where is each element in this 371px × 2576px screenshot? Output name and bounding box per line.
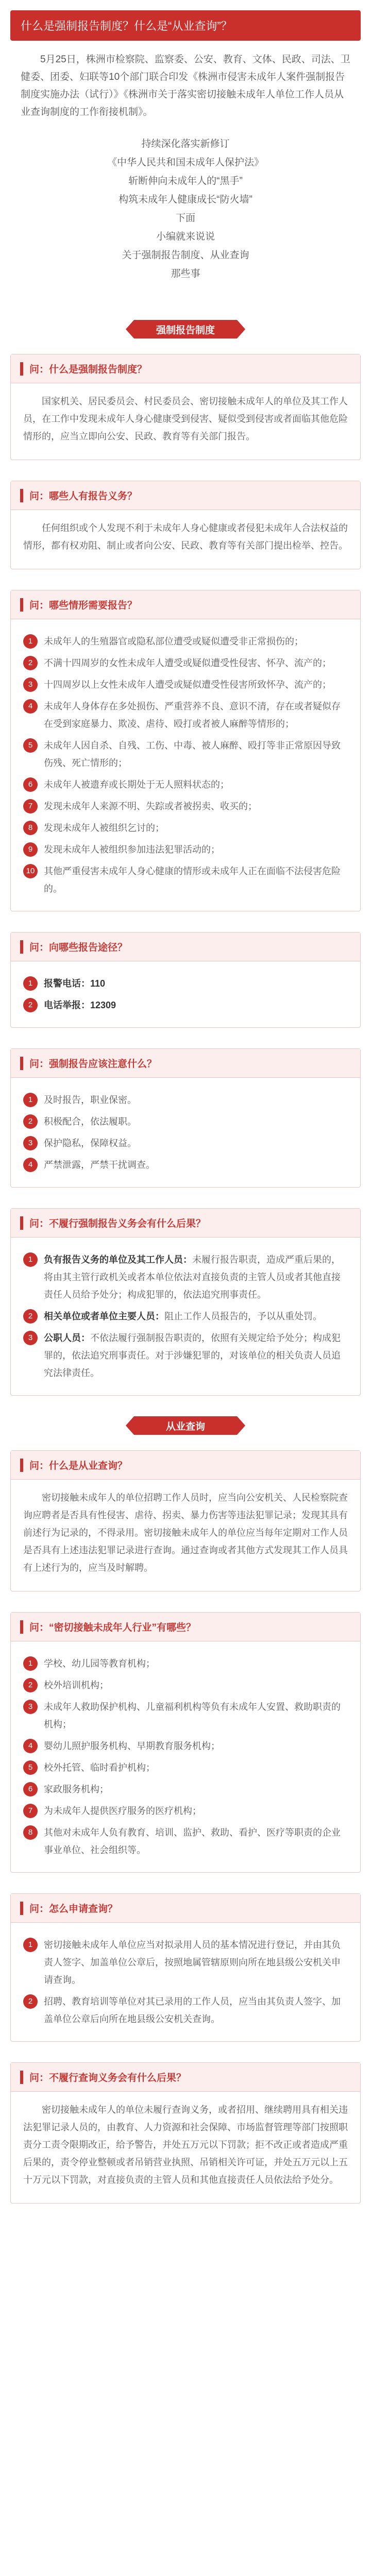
item-text: 不满十四周岁的女性未成年人遭受或疑似遭受性侵害、怀孕、流产的； bbox=[44, 658, 331, 668]
question-text: 问：“密切接触未成年人行业”有哪些？ bbox=[29, 1622, 196, 1633]
item-body: 不依法履行强制报告职责的，依照有关规定给予处分；构成犯罪的，依法追究刑事责任。对于涉嫌犯罪的，对该单位的相关负责人员追究法律责任。 bbox=[44, 1333, 341, 1378]
question-marker bbox=[20, 1620, 23, 1634]
item-text: 婴幼儿照护服务机构、早期教育服务机构； bbox=[44, 1741, 220, 1751]
question-marker bbox=[20, 940, 23, 954]
question-marker bbox=[20, 489, 23, 502]
qa-card-who-reports bbox=[10, 481, 361, 569]
qa-card-what-is-report bbox=[10, 354, 361, 460]
intro-section bbox=[0, 46, 371, 134]
question-marker bbox=[20, 362, 23, 376]
qa-card-channels bbox=[10, 932, 361, 1028]
answer-body bbox=[11, 2092, 360, 2203]
list-item bbox=[23, 1698, 348, 1733]
item-body: 阻止工作人员报告的，予以从重处罚。 bbox=[164, 1311, 322, 1321]
item-number: 2 bbox=[23, 1309, 38, 1324]
intro-line: 《中华人民共和国未成年人保护法》 bbox=[107, 157, 264, 168]
intro-line: 小编就来说说 bbox=[156, 231, 215, 242]
item-lead: 公职人员： bbox=[44, 1333, 90, 1343]
item-text: 校外托管、临时看护机构； bbox=[44, 1762, 155, 1773]
list-item bbox=[23, 1156, 348, 1174]
qa-card-situations bbox=[10, 590, 361, 911]
item-number: 5 bbox=[23, 738, 38, 753]
intro-line: 构筑未成年人健康成长“防火墙” bbox=[119, 194, 252, 205]
item-text: 未成年人因自杀、自残、工伤、中毒、被人麻醉、殴打等非正常原因导致伤残、死亡情形的； bbox=[44, 740, 341, 768]
intro-line: 那些事 bbox=[171, 268, 200, 279]
item-number: 9 bbox=[23, 842, 38, 857]
list-item bbox=[23, 1781, 348, 1798]
list-item bbox=[23, 841, 348, 858]
section-banner-employment-check bbox=[0, 1416, 371, 1435]
question-marker bbox=[20, 1902, 23, 1915]
item-text: 学校、幼儿园等教育机构； bbox=[44, 1658, 155, 1669]
intro-line: 关于强制报告制度、从业查询 bbox=[122, 250, 249, 261]
list-item bbox=[23, 698, 348, 733]
qa-card-industries bbox=[10, 1612, 361, 1873]
list-item bbox=[23, 1113, 348, 1130]
list-item bbox=[23, 737, 348, 772]
item-number: 3 bbox=[23, 1136, 38, 1150]
question-header bbox=[11, 2063, 360, 2092]
answer-body bbox=[11, 383, 360, 460]
item-text: 十四周岁以上女性未成年人遭受或疑似遭受性侵害所致怀孕、流产的； bbox=[44, 680, 331, 690]
item-number: 8 bbox=[23, 1825, 38, 1840]
intro-line: 斩断伸向未成年人的“黑手” bbox=[128, 176, 243, 187]
item-number: 2 bbox=[23, 1994, 38, 2009]
list-item bbox=[23, 1308, 348, 1325]
item-text: 校外培训机构； bbox=[44, 1680, 109, 1690]
answer-body bbox=[11, 1923, 360, 2041]
item-text: 发现未成年人来源不明、失踪或者被拐卖、收买的； bbox=[44, 801, 257, 811]
question-marker bbox=[20, 1216, 23, 1230]
phone-line: 报警电话：110 bbox=[44, 978, 106, 989]
answer-body bbox=[11, 510, 360, 569]
list-item bbox=[23, 1936, 348, 1989]
item-text: 家政服务机构； bbox=[44, 1784, 109, 1794]
answer-text: 密切接触未成年人的单位招聘工作人员时，应当向公安机关、人民检察院查询应聘者是否具有性侵害、虐待、拐卖、暴力伤害等违法犯罪记录；发现其具有前述行为记录的，不得录用。密切接触未成年人的单位应当每年定期对工作人员是否具有上述违法犯罪记录进行查询。通过查询或者其他方式发现其工作人员具有上述行为的，应当及时解聘。 bbox=[23, 1493, 348, 1573]
question-text: 问：怎么申请查询？ bbox=[29, 1904, 118, 1914]
item-number: 5 bbox=[23, 1760, 38, 1775]
list-item bbox=[23, 1329, 348, 1382]
answer-text: 密切接触未成年人的单位未履行查询义务，或者招用、继续聘用具有相关违法犯罪记录人员的，由教育、人力资源和社会保障、市场监督管理等部门按照职责分工责令限期改正，给予警告，并处五万元以下罚款；拒不改正或者造成严重后果的，责令停业整顿或者吊销营业执照、吊销相关许可证，并处五万元以上五十万元以下罚款，对直接负责的主管人员和其他直接责任人员依法给予处分。 bbox=[23, 2105, 348, 2185]
item-text: 未成年人被遗弃或长期处于无人照料状态的； bbox=[44, 779, 229, 790]
list-item bbox=[23, 1091, 348, 1109]
question-text: 问：不履行强制报告义务会有什么后果？ bbox=[29, 1218, 206, 1229]
list-item bbox=[23, 1824, 348, 1859]
item-text: 密切接触未成年人单位应当对拟录用人员的基本情况进行登记，并由其负责人签字、加盖单位公章后，按照地属管辖原则向所在地县级公安机关申请查询。 bbox=[44, 1940, 341, 1985]
list-item bbox=[23, 862, 348, 897]
item-body: 未履行报告职责，造成严重后果的，将由其主管行政机关或者本单位依法对直接负责的主管人员或者其他直接责任人员给予处分；构成犯罪的，依法追究刑事责任。 bbox=[44, 1255, 341, 1300]
list-item bbox=[23, 819, 348, 837]
question-header bbox=[11, 1894, 360, 1923]
item-number: 1 bbox=[23, 1938, 38, 1952]
section-banner-label: 强制报告制度 bbox=[134, 320, 237, 338]
item-lead: 负有报告义务的单位及其工作人员： bbox=[44, 1255, 192, 1265]
item-text: 其他严重侵害未成年人身心健康的情形或未成年人正在面临不法侵害危险的。 bbox=[44, 866, 341, 894]
qa-card-penalty bbox=[10, 2062, 361, 2204]
list-item bbox=[23, 975, 348, 992]
question-header bbox=[11, 1049, 360, 1078]
item-text: 及时报告，职业保密。 bbox=[44, 1095, 137, 1105]
list-item bbox=[23, 1655, 348, 1672]
item-text: 未成年人的生殖器官或隐私部位遭受或疑似遭受非正常损伤的； bbox=[44, 636, 303, 647]
question-header bbox=[11, 933, 360, 961]
item-text: 保护隐私，保障权益。 bbox=[44, 1138, 137, 1148]
qa-card-what-is-check bbox=[10, 1450, 361, 1591]
item-text bbox=[44, 1329, 348, 1382]
item-number: 1 bbox=[23, 976, 38, 991]
item-number: 2 bbox=[23, 1114, 38, 1129]
phone-line: 电话举报：12309 bbox=[44, 1000, 116, 1010]
item-number: 1 bbox=[23, 1093, 38, 1107]
item-number: 3 bbox=[23, 1331, 38, 1345]
list-item bbox=[23, 996, 348, 1014]
item-lead: 相关单位或者单位主要人员： bbox=[44, 1311, 164, 1321]
question-text: 问：哪些情形需要报告？ bbox=[29, 600, 138, 611]
answer-text: 任何组织或个人发现不利于未成年人身心健康或者侵犯未成年人合法权益的情形，都有权劝阻、制止或者向公安、民政、教育等有关部门提出检举、控告。 bbox=[23, 523, 348, 551]
list-item bbox=[23, 633, 348, 650]
question-text: 问：不履行查询义务会有什么后果？ bbox=[29, 2073, 187, 2083]
page-title: 什么是强制报告制度？什么是“从业查询”？ bbox=[10, 10, 361, 41]
answer-body bbox=[11, 1238, 360, 1395]
item-number: 3 bbox=[23, 677, 38, 692]
intro-line: 下面 bbox=[175, 213, 195, 224]
qa-card-consequences bbox=[10, 1208, 361, 1396]
answer-body bbox=[11, 961, 360, 1027]
item-text: 招聘、教育培训等单位对其已录用的工作人员，应当由其负责人签字、加盖单位公章后向所在地县级公安机关查询。 bbox=[44, 1996, 341, 2024]
question-header bbox=[11, 1451, 360, 1480]
section-banner-label: 从业查询 bbox=[134, 1416, 237, 1435]
qa-card-how-to-apply bbox=[10, 1893, 361, 2042]
answer-body bbox=[11, 1078, 360, 1187]
question-text: 问：哪些人有报告义务？ bbox=[29, 491, 138, 502]
question-marker bbox=[20, 2071, 23, 2084]
qa-card-notes bbox=[10, 1048, 361, 1188]
intro-line: 持续深化落实新修订 bbox=[141, 139, 230, 149]
intro-paragraph: 5月25日，株洲市检察院、监察委、公安、教育、文体、民政、司法、卫健委、团委、妇联等10个部门联合印发《株洲市侵害未成年人案件强制报告制度实施办法（试行）》《株洲市关于落实密切接触未成年人单位工作人员从业查询制度的工作衔接机制》。 bbox=[21, 54, 350, 117]
item-number: 4 bbox=[23, 1739, 38, 1753]
list-item bbox=[23, 1737, 348, 1755]
item-number: 7 bbox=[23, 1804, 38, 1818]
question-header bbox=[11, 481, 360, 510]
list-item bbox=[23, 1134, 348, 1152]
item-text: 其他对未成年人负有教育、培训、监护、救助、看护、医疗等职责的企业事业单位、社会组织等。 bbox=[44, 1827, 341, 1855]
item-number: 7 bbox=[23, 799, 38, 814]
answer-text: 国家机关、居民委员会、村民委员会、密切接触未成年人的单位及其工作人员，在工作中发现未成年人身心健康受到侵害、疑似受到侵害或者面临其他危险情形的，应当立即向公安、民政、教育等有关部门报告。 bbox=[23, 396, 348, 442]
item-number: 2 bbox=[23, 998, 38, 1012]
list-item bbox=[23, 1993, 348, 2028]
item-text bbox=[44, 1251, 348, 1303]
answer-body bbox=[11, 1641, 360, 1872]
item-text: 严禁泄露，严禁干扰调查。 bbox=[44, 1160, 155, 1170]
item-number: 8 bbox=[23, 821, 38, 835]
question-header bbox=[11, 1209, 360, 1238]
list-item bbox=[23, 654, 348, 672]
item-number: 4 bbox=[23, 1158, 38, 1172]
question-header bbox=[11, 590, 360, 619]
question-header bbox=[11, 1613, 360, 1641]
section-banner-mandatory-report bbox=[0, 320, 371, 338]
question-header bbox=[11, 354, 360, 383]
item-number: 10 bbox=[23, 864, 38, 878]
item-number: 2 bbox=[23, 1678, 38, 1692]
question-text: 问：什么是强制报告制度？ bbox=[29, 364, 147, 375]
item-text: 积极配合，依法履职。 bbox=[44, 1116, 137, 1127]
question-text: 问：强制报告应该注意什么？ bbox=[29, 1059, 157, 1070]
list-item bbox=[23, 1676, 348, 1694]
item-number: 1 bbox=[23, 1656, 38, 1671]
list-item bbox=[23, 1759, 348, 1776]
question-marker bbox=[20, 1459, 23, 1472]
question-text: 问：向哪些报告途径？ bbox=[29, 942, 128, 953]
item-number: 3 bbox=[23, 1700, 38, 1714]
answer-body bbox=[11, 1480, 360, 1591]
intro-lines bbox=[0, 135, 371, 299]
question-text: 问：什么是从业查询？ bbox=[29, 1461, 128, 1471]
item-number: 1 bbox=[23, 634, 38, 649]
item-number: 6 bbox=[23, 777, 38, 792]
item-text: 发现未成年人被组织参加违法犯罪活动的； bbox=[44, 844, 220, 855]
list-item bbox=[23, 676, 348, 693]
item-number: 4 bbox=[23, 699, 38, 714]
question-marker bbox=[20, 598, 23, 612]
item-text: 未成年人救助保护机构、儿童福利机构等负有未成年人安置、救助职责的机构； bbox=[44, 1702, 341, 1730]
question-marker bbox=[20, 1057, 23, 1070]
item-text: 未成年人身体存在多处损伤、严重营养不良、意识不清，存在或者疑似存在受到家庭暴力、欺凌、虐待、殴打或者被人麻醉等情形的； bbox=[44, 701, 341, 729]
item-number: 2 bbox=[23, 656, 38, 670]
item-text: 为未成年人提供医疗服务的医疗机构； bbox=[44, 1806, 201, 1816]
item-text bbox=[44, 1308, 348, 1325]
item-number: 6 bbox=[23, 1782, 38, 1797]
item-number: 1 bbox=[23, 1252, 38, 1267]
list-item bbox=[23, 1251, 348, 1303]
item-text: 发现未成年人被组织乞讨的； bbox=[44, 823, 164, 833]
list-item bbox=[23, 776, 348, 793]
list-item bbox=[23, 798, 348, 815]
answer-body bbox=[11, 619, 360, 911]
list-item bbox=[23, 1802, 348, 1820]
